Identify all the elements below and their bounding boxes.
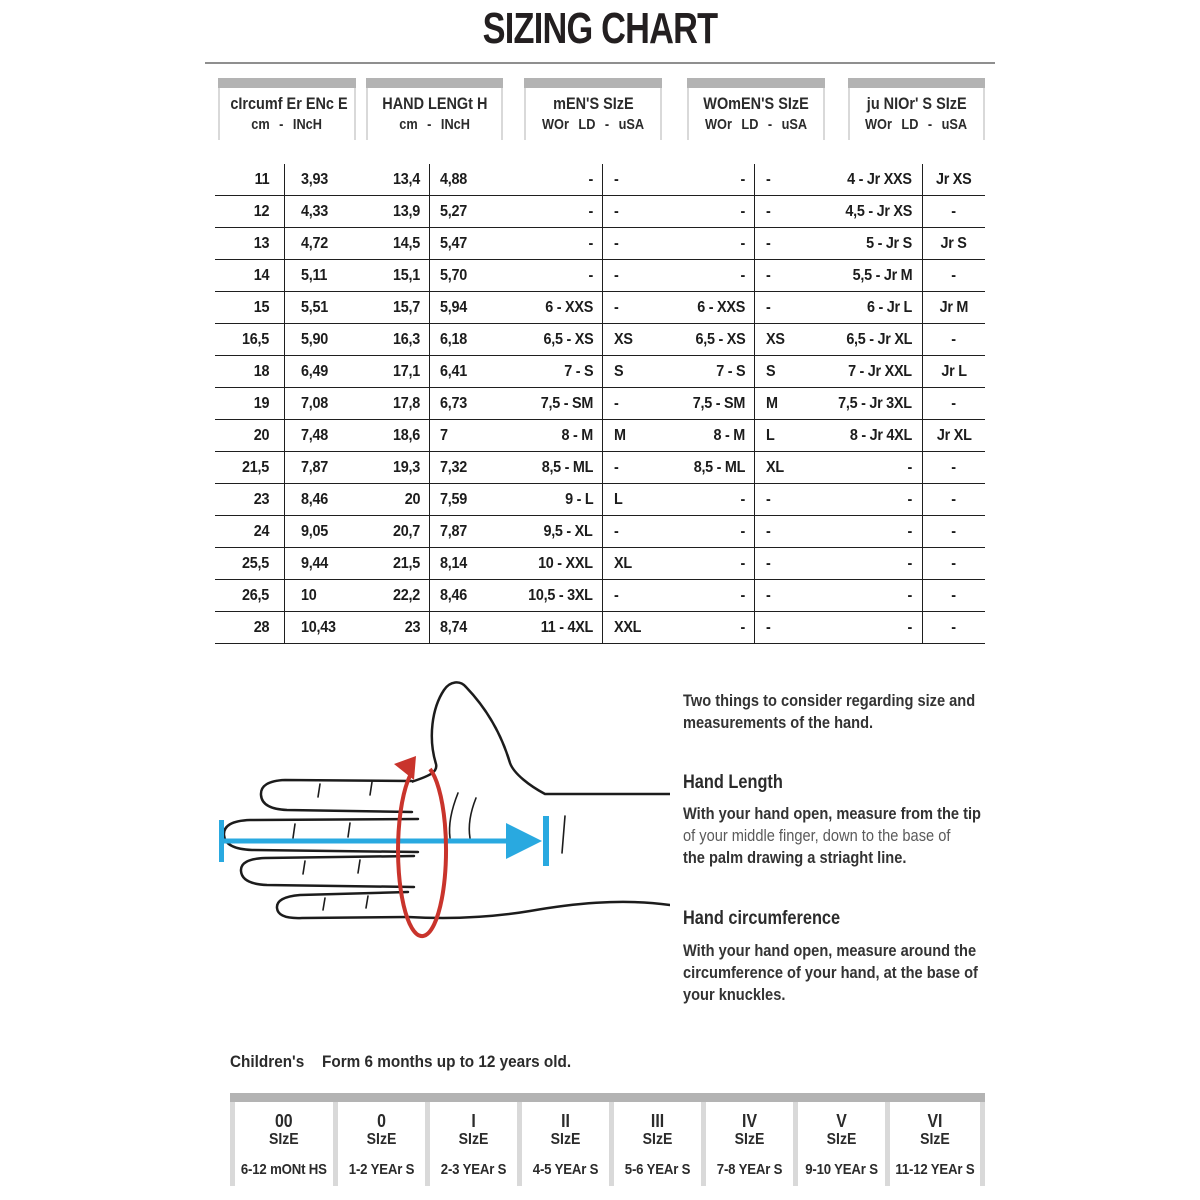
table-cell-womens_world: - <box>660 260 755 291</box>
table-cell-hand_length_inch: 6,41 <box>440 363 467 380</box>
table-row <box>215 452 985 484</box>
guide-intro-line: Two things to consider regarding size and <box>683 691 976 710</box>
table-cell-hand_length_cm: 15,1 <box>360 260 430 291</box>
children-column <box>798 1102 885 1186</box>
table-cell-womens_usa: - <box>766 203 771 220</box>
table-cell-mens_world: - <box>503 196 603 227</box>
children-age-range: 7-8 YEAr S <box>716 1161 783 1178</box>
table-cell-mens_world: 7,5 - SM <box>503 388 603 419</box>
table-row <box>215 292 985 324</box>
table-cell-hand_length_cm: 18,6 <box>360 420 430 451</box>
table-cell-juniors_world: 5 - Jr S <box>810 228 923 259</box>
table-cell-mens_world: 8 - M <box>503 420 603 451</box>
header-strip <box>687 78 825 88</box>
table-cell-circumference_cm: 24 <box>215 516 285 547</box>
table-cell-circumference_cm: 23 <box>215 484 285 515</box>
table-cell-mens_world: 10 - XXL <box>503 548 603 579</box>
children-column <box>430 1102 517 1186</box>
table-cell-hand_length_inch: 7,59 <box>440 491 467 508</box>
table-cell-mens_usa: - <box>614 587 619 604</box>
table-cell-womens_usa: - <box>766 235 771 252</box>
table-cell-circumference_inch: 6,49 <box>301 363 328 380</box>
table-cell-juniors_usa: - <box>951 267 957 284</box>
table-cell-hand_length_inch: 6,18 <box>440 331 467 348</box>
table-cell-mens_world: 6 - XXS <box>503 292 603 323</box>
children-size-table <box>230 1093 985 1186</box>
table-cell-juniors_world: - <box>810 580 923 611</box>
table-cell-hand_length_cm: 22,2 <box>360 580 430 611</box>
children-size-label: SIzE <box>826 1131 857 1148</box>
header-juniors-label: ju NIOr' S SIzE <box>866 94 967 113</box>
children-age-range: 6-12 mONt HS <box>240 1161 327 1178</box>
table-cell-womens_usa: XL <box>766 459 784 476</box>
children-column <box>338 1102 425 1186</box>
table-cell-womens_world: 7 - S <box>660 356 755 387</box>
table-cell-circumference_inch: 10,43 <box>301 619 336 636</box>
table-cell-circumference_cm: 28 <box>215 612 285 643</box>
children-column <box>706 1102 793 1186</box>
header-box-juniors-size <box>848 78 985 140</box>
table-cell-hand_length_cm: 13,4 <box>360 164 430 195</box>
header-juniors-units: WOr LD - uSA <box>865 116 968 133</box>
hand-circumference-text <box>683 940 983 1006</box>
table-cell-circumference_inch: 4,33 <box>301 203 328 220</box>
table-cell-mens_usa: - <box>614 459 619 476</box>
table-cell-mens_usa: M <box>614 427 626 444</box>
table-cell-mens_world: 7 - S <box>503 356 603 387</box>
table-cell-hand_length_inch: 5,94 <box>440 299 467 316</box>
hand-length-text-line: the palm drawing a striaght line. <box>683 848 907 867</box>
header-mens-units: WOr LD - uSA <box>541 116 645 133</box>
table-cell-mens_world: 8,5 - ML <box>503 452 603 483</box>
table-cell-hand_length_inch: 8,14 <box>440 555 467 572</box>
table-cell-circumference_cm: 21,5 <box>215 452 285 483</box>
table-cell-juniors_usa: - <box>951 523 957 540</box>
table-cell-mens_usa: - <box>614 267 619 284</box>
table-cell-hand_length_cm: 20 <box>360 484 430 515</box>
table-cell-circumference_inch: 5,51 <box>301 299 328 316</box>
table-cell-circumference_cm: 14 <box>215 260 285 291</box>
table-row <box>215 260 985 292</box>
pinky-finger <box>277 892 408 918</box>
table-row <box>215 516 985 548</box>
table-cell-mens_world: 6,5 - XS <box>503 324 603 355</box>
header-strip <box>218 78 356 88</box>
table-row <box>215 612 985 644</box>
header-box-hand-length <box>366 78 503 140</box>
table-cell-womens_usa: S <box>766 363 776 380</box>
header-box-womens-size <box>687 78 825 140</box>
table-cell-circumference_cm: 25,5 <box>215 548 285 579</box>
header-womens-label: WOmEN'S SIzE <box>703 94 809 113</box>
table-cell-juniors_usa: - <box>951 587 957 604</box>
table-cell-juniors_usa: - <box>951 331 957 348</box>
header-womens-units: WOr LD - uSA <box>704 116 808 133</box>
header-circumference-label: cIrcumf Er ENc E <box>230 94 348 113</box>
table-cell-hand_length_inch: 7,32 <box>440 459 467 476</box>
table-cell-circumference_inch: 9,05 <box>301 523 328 540</box>
title-divider <box>205 62 995 64</box>
children-label: Children's <box>230 1052 305 1071</box>
table-cell-mens_usa: - <box>614 171 619 188</box>
table-cell-womens_usa: - <box>766 587 771 604</box>
table-cell-circumference_inch: 9,44 <box>301 555 328 572</box>
table-cell-mens_world: 11 - 4XL <box>503 612 603 643</box>
table-cell-circumference_inch: 5,90 <box>301 331 328 348</box>
table-cell-mens_usa: XS <box>614 331 633 348</box>
table-cell-hand_length_cm: 21,5 <box>360 548 430 579</box>
table-cell-circumference_inch: 4,72 <box>301 235 328 252</box>
table-cell-womens_world: - <box>660 196 755 227</box>
table-cell-womens_world: - <box>660 516 755 547</box>
table-cell-womens_world: - <box>660 612 755 643</box>
table-cell-hand_length_cm: 14,5 <box>360 228 430 259</box>
children-size-label: SIzE <box>268 1131 299 1148</box>
children-size-label: SIzE <box>366 1131 397 1148</box>
children-size-label: SIzE <box>920 1131 950 1148</box>
children-size-label: SIzE <box>550 1131 581 1148</box>
children-age-range: 5-6 YEAr S <box>624 1161 691 1178</box>
table-cell-juniors_usa: - <box>951 395 957 412</box>
hand-circumference-text-line: your knuckles. <box>683 985 786 1004</box>
children-table-grid <box>235 1102 980 1186</box>
table-cell-mens_usa: XXL <box>614 619 642 636</box>
table-cell-womens_world: - <box>660 580 755 611</box>
table-cell-mens_world: - <box>503 164 603 195</box>
table-cell-womens_world: - <box>660 548 755 579</box>
header-strip <box>848 78 985 88</box>
table-cell-circumference_inch: 5,11 <box>301 267 328 284</box>
table-cell-juniors_usa: Jr S <box>940 235 968 252</box>
table-cell-womens_world: - <box>660 228 755 259</box>
children-age-range: 1-2 YEAr S <box>348 1161 414 1178</box>
table-cell-circumference_inch: 7,08 <box>301 395 328 412</box>
middle-finger <box>224 819 418 852</box>
table-cell-juniors_usa: - <box>951 555 957 572</box>
guide-intro-line: measurements of the hand. <box>683 713 874 732</box>
table-cell-circumference_cm: 15 <box>215 292 285 323</box>
children-age-range: 4-5 YEAr S <box>532 1161 599 1178</box>
table-cell-juniors_world: 6,5 - Jr XL <box>810 324 923 355</box>
table-cell-juniors_world: - <box>810 548 923 579</box>
table-cell-hand_length_cm: 13,9 <box>360 196 430 227</box>
table-cell-mens_usa: - <box>614 395 619 412</box>
hand-silhouette <box>408 682 670 918</box>
children-column <box>890 1102 980 1186</box>
children-size-code: 00 <box>274 1111 293 1131</box>
header-box-circumference <box>218 78 356 140</box>
table-cell-mens_usa: S <box>614 363 624 380</box>
children-size-code: IV <box>742 1111 757 1131</box>
table-cell-hand_length_cm: 15,7 <box>360 292 430 323</box>
table-cell-mens_world: - <box>503 228 603 259</box>
table-cell-womens_world: 6 - XXS <box>660 292 755 323</box>
header-mens-label: mEN'S SIzE <box>552 94 634 113</box>
table-cell-juniors_world: 6 - Jr L <box>810 292 923 323</box>
table-cell-circumference_inch: 10 <box>301 587 317 604</box>
children-subtitle: Form 6 months up to 12 years old. <box>322 1052 572 1071</box>
table-cell-juniors_world: 5,5 - Jr M <box>810 260 923 291</box>
header-circumference-units: cm - INcH <box>251 116 323 133</box>
table-cell-womens_usa: - <box>766 491 771 508</box>
table-cell-hand_length_inch: 8,46 <box>440 587 467 604</box>
page-title: SIZING CHART <box>482 4 718 53</box>
table-cell-womens_world: 8 - M <box>660 420 755 451</box>
hand-length-text-line: of your middle finger, down to the base of <box>683 826 951 845</box>
table-row <box>215 388 985 420</box>
table-cell-juniors_usa: - <box>951 203 957 220</box>
table-row <box>215 196 985 228</box>
children-size-code: I <box>471 1111 476 1131</box>
children-column <box>235 1102 333 1186</box>
table-cell-hand_length_cm: 19,3 <box>360 452 430 483</box>
table-cell-hand_length_inch: 7 <box>440 427 448 444</box>
table-row <box>215 228 985 260</box>
table-cell-juniors_world: 7 - Jr XXL <box>810 356 923 387</box>
children-age-range: 2-3 YEAr S <box>440 1161 507 1178</box>
table-cell-juniors_world: - <box>810 516 923 547</box>
hand-length-text <box>683 803 983 869</box>
table-cell-juniors_usa: Jr L <box>941 363 967 380</box>
table-cell-hand_length_inch: 6,73 <box>440 395 467 412</box>
table-cell-mens_usa: - <box>614 299 619 316</box>
ring-finger <box>241 856 414 887</box>
children-size-code: III <box>650 1111 665 1131</box>
children-column <box>614 1102 701 1186</box>
header-strip <box>524 78 662 88</box>
table-cell-hand_length_cm: 16,3 <box>360 324 430 355</box>
table-cell-circumference_inch: 7,48 <box>301 427 328 444</box>
table-row <box>215 164 985 196</box>
table-cell-womens_usa: - <box>766 619 771 636</box>
table-cell-juniors_usa: - <box>951 619 957 636</box>
table-cell-mens_world: - <box>503 260 603 291</box>
table-cell-juniors_usa: Jr XS <box>936 171 972 188</box>
hand-illustration <box>200 668 670 1000</box>
children-size-label: SIzE <box>734 1131 765 1148</box>
table-cell-womens_world: 7,5 - SM <box>660 388 755 419</box>
table-cell-hand_length_cm: 17,1 <box>360 356 430 387</box>
table-cell-mens_usa: L <box>614 491 623 508</box>
children-size-label: SIzE <box>642 1131 673 1148</box>
table-cell-circumference_inch: 3,93 <box>301 171 328 188</box>
table-cell-womens_usa: - <box>766 171 771 188</box>
table-cell-circumference_cm: 13 <box>215 228 285 259</box>
table-cell-hand_length_cm: 23 <box>360 612 430 643</box>
table-cell-womens_usa: - <box>766 267 771 284</box>
table-cell-womens_usa: M <box>766 395 778 412</box>
table-cell-hand_length_inch: 8,74 <box>440 619 467 636</box>
table-cell-hand_length_cm: 17,8 <box>360 388 430 419</box>
table-cell-circumference_cm: 26,5 <box>215 580 285 611</box>
table-cell-juniors_usa: - <box>951 459 957 476</box>
children-size-code: II <box>560 1111 570 1131</box>
children-size-code: VI <box>927 1111 943 1131</box>
table-cell-juniors_usa: Jr M <box>939 299 969 316</box>
children-size-code: V <box>836 1111 847 1131</box>
children-size-code: 0 <box>376 1111 386 1131</box>
table-cell-womens_world: 8,5 - ML <box>660 452 755 483</box>
table-row <box>215 484 985 516</box>
table-cell-juniors_world: - <box>810 612 923 643</box>
table-cell-juniors_world: - <box>810 452 923 483</box>
table-cell-circumference_cm: 19 <box>215 388 285 419</box>
table-cell-mens_usa: - <box>614 203 619 220</box>
hand-circumference-text-line: With your hand open, measure around the <box>683 941 977 960</box>
table-cell-juniors_usa: - <box>951 491 957 508</box>
table-cell-mens_world: 9,5 - XL <box>503 516 603 547</box>
table-cell-circumference_cm: 20 <box>215 420 285 451</box>
children-age-range: 9-10 YEAr S <box>805 1161 878 1178</box>
table-cell-womens_usa: - <box>766 555 771 572</box>
table-row <box>215 356 985 388</box>
header-hand-length-label: HAND LENGt H <box>381 94 488 113</box>
header-strip <box>366 78 503 88</box>
header-hand-length-units: cm - INcH <box>399 116 470 133</box>
table-cell-hand_length_cm: 20,7 <box>360 516 430 547</box>
table-cell-womens_usa: XS <box>766 331 785 348</box>
table-cell-womens_usa: - <box>766 523 771 540</box>
table-row <box>215 324 985 356</box>
table-row <box>215 548 985 580</box>
table-row <box>215 420 985 452</box>
table-cell-juniors_usa: Jr XL <box>936 427 972 444</box>
table-cell-mens_usa: - <box>614 523 619 540</box>
table-cell-mens_world: 10,5 - 3XL <box>503 580 603 611</box>
hand-length-heading: Hand Length <box>683 772 783 793</box>
children-column <box>522 1102 609 1186</box>
hand-circumference-heading: Hand circumference <box>683 908 841 929</box>
table-cell-hand_length_inch: 5,70 <box>440 267 467 284</box>
table-cell-juniors_world: 4,5 - Jr XS <box>810 196 923 227</box>
table-cell-circumference_inch: 7,87 <box>301 459 328 476</box>
table-cell-circumference_cm: 16,5 <box>215 324 285 355</box>
table-cell-hand_length_inch: 5,47 <box>440 235 467 252</box>
children-size-label: SIzE <box>458 1131 489 1148</box>
table-cell-mens_usa: - <box>614 235 619 252</box>
table-cell-circumference_cm: 11 <box>215 164 285 195</box>
hand-length-text-line: With your hand open, measure from the tip <box>683 804 981 823</box>
table-cell-juniors_world: 4 - Jr XXS <box>810 164 923 195</box>
size-table <box>215 164 985 644</box>
table-cell-juniors_world: 8 - Jr 4XL <box>810 420 923 451</box>
table-cell-womens_world: - <box>660 484 755 515</box>
children-table-strip <box>230 1093 985 1102</box>
table-cell-hand_length_inch: 4,88 <box>440 171 467 188</box>
table-cell-mens_usa: XL <box>614 555 632 572</box>
table-cell-womens_world: - <box>660 164 755 195</box>
table-row <box>215 580 985 612</box>
table-cell-womens_usa: - <box>766 299 771 316</box>
table-cell-womens_usa: L <box>766 427 775 444</box>
table-cell-mens_world: 9 - L <box>503 484 603 515</box>
guide-intro <box>683 690 983 734</box>
table-cell-juniors_world: 7,5 - Jr 3XL <box>810 388 923 419</box>
index-finger <box>261 780 412 812</box>
table-cell-hand_length_inch: 5,27 <box>440 203 467 220</box>
children-age-range: 11-12 YEAr S <box>895 1161 975 1178</box>
hand-circumference-text-line: circumference of your hand, at the base of <box>683 963 978 982</box>
table-cell-circumference_inch: 8,46 <box>301 491 328 508</box>
header-box-mens-size <box>524 78 662 140</box>
table-cell-circumference_cm: 18 <box>215 356 285 387</box>
table-cell-womens_world: 6,5 - XS <box>660 324 755 355</box>
table-cell-circumference_cm: 12 <box>215 196 285 227</box>
table-cell-juniors_world: - <box>810 484 923 515</box>
table-cell-hand_length_inch: 7,87 <box>440 523 467 540</box>
